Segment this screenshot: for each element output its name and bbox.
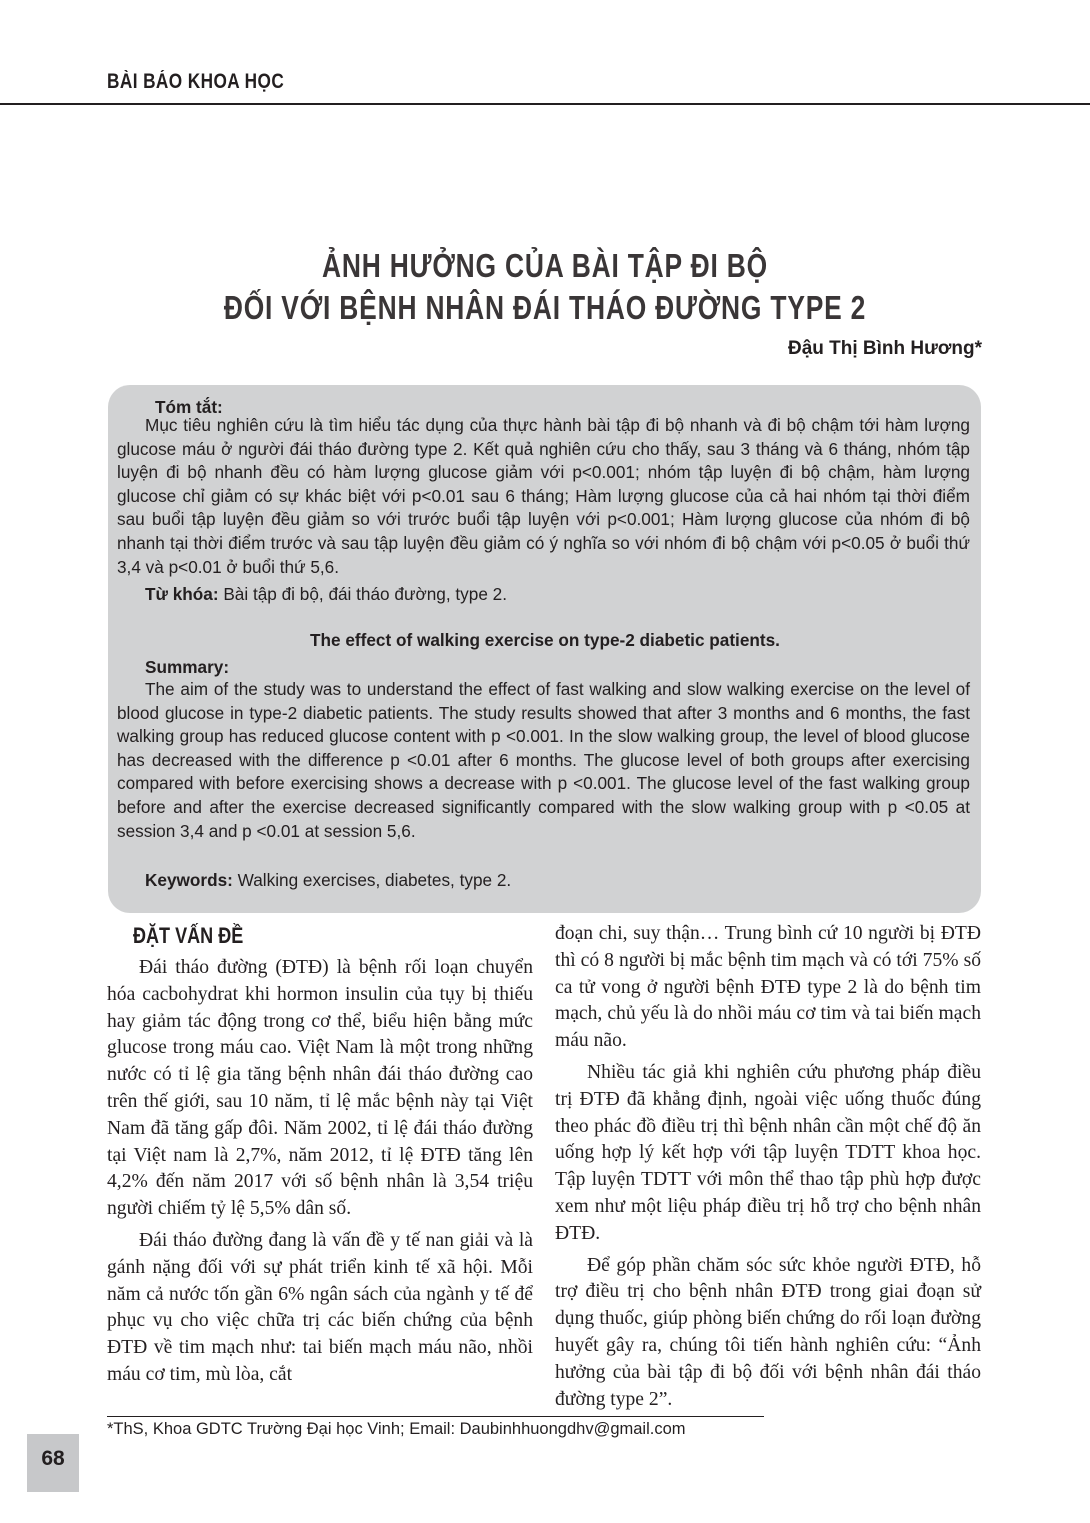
body-paragraph: Nhiều tác giả khi nghiên cứu phương pháp điều trị ĐTĐ đã khẳng định, ngoài việc uống thuốc đúng theo phác đồ điều trị thì bệnh nhân cần một chế độ ăn uống hợp lý kết hợp với tập luyện TDTT khoa học. Tập luyện TDTT với môn thể thao tập phù hợp được xem như một liệu pháp điều trị hỗ trợ cho bệnh nhân ĐTĐ. [555,1061,981,1244]
article-title-line-2: ĐỐI VỚI BỆNH NHÂN ĐÁI THÁO ĐƯỜNG TYPE 2 [223,289,867,326]
header-divider [0,103,1090,105]
body-paragraph: Đái tháo đường (ĐTĐ) là bệnh rối loạn chuyển hóa cacbohydrat khi hormon insulin của tụy bị thiếu hay giảm tác động trong cơ thể, biểu hiện bằng mức glucose trong máu cao. Việt Nam là một trong những nước có tỉ lệ gia tăng bệnh nhân đái tháo đường cao trên thế giới, sau 10 năm, tỉ lệ mắc bệnh này tại Việt Nam đã tăng gấp đôi. Năm 2002, tỉ lệ đái tháo đường tại Việt nam là 2,7%, năm 2012, tỉ lệ ĐTĐ tăng lên 4,2% đến năm 2017 với số bệnh nhân là 3,54 triệu người chiếm tỷ lệ 5,5% dân số. [107,957,533,1220]
keywords-en [145,869,511,893]
body-paragraph: Để góp phần chăm sóc sức khỏe người ĐTĐ, hỗ trợ điều trị cho bệnh nhân ĐTĐ trong giai đoạn sử dụng thuốc, giúp phòng biến chứng do rối loạn đường huyết gây ra, chúng tôi tiến hành nghiên cứu: “Ảnh hưởng của bài tập đi bộ đối với bệnh nhân đái tháo đường type 2”. [555,1254,981,1410]
body-paragraph: Đái tháo đường đang là vấn đề y tế nan giải và là gánh nặng đối với sự phát triển kinh tế xã hội. Mỗi năm cả nước tốn gần 6% ngân sách của ngành y tế để phục vụ cho việc chữa trị các biến chứng của bệnh ĐTĐ về tim mạch như: tai biến mạch máu não, nhồi máu cơ tim, mù lòa, cắt [107,1229,533,1385]
footnote: *ThS, Khoa GDTC Trường Đại học Vinh; Email: Daubinhhuongdhv@gmail.com [107,1420,686,1438]
keywords-en-text: Walking exercises, diabetes, type 2. [232,870,512,890]
keywords-en-label: Keywords: [145,870,233,890]
author-name: Đậu Thị Bình Hương* [787,338,982,359]
keywords-vi-text: Bài tập đi bộ, đái tháo đường, type 2. [218,584,507,604]
section-heading: ĐẶT VẤN ĐỀ [133,923,244,948]
body-column-right [555,921,981,1418]
body-paragraph: đoạn chi, suy thận… Trung bình cứ 10 người bị ĐTĐ thì có 8 người bị mắc bệnh tim mạch và có tới 75% số ca tử vong ở người bệnh ĐTĐ type 2 là do bệnh tim mạch, chủ yếu là do nhồi máu cơ tim và tai biến mạch máu não. [555,923,981,1052]
keywords-vi-label: Từ khóa: [145,584,219,604]
abstract-en-body: The aim of the study was to understand the effect of fast walking and slow walking exercise on the level of blood glucose in type-2 diabetic patients. The study results showed that after 3 months and 6 months, the fast walking group has reduced glucose content with p <0.001. In the slow walking group, the level of blood glucose has decreased with the difference p <0.01 after 6 months. The glucose level of both groups after exercising compared with before exercising shows a decrease with p <0.001. The glucose level of the fast walking group before and after the exercise decreased significantly compared with the slow walking group with p <0.05 at session 3,4 and p <0.01 at session 5,6. [117,679,970,841]
footnote-divider [107,1416,764,1417]
keywords-vi [145,583,507,607]
abstract-vi-heading: Tóm tắt: [155,397,223,417]
article-title-line-1: ẢNH HƯỞNG CỦA BÀI TẬP ĐI BỘ [322,247,768,284]
abstract-en-heading: Summary: [145,657,230,677]
page-number: 68 [41,1447,65,1470]
abstract-vi-body: Mục tiêu nghiên cứu là tìm hiểu tác dụng của thực hành bài tập đi bộ nhanh và đi bộ chậm tới hàm lượng glucose máu ở người đái tháo đường type 2. Kết quả nghiên cứu cho thấy, sau 3 tháng và 6 tháng, nhóm tập luyện đi bộ nhanh đều có hàm lượng glucose giảm với p<0.001; nhóm tập luyện đi bộ chậm, hàm lượng glucose chỉ giảm có sự khác biệt với p<0.01 sau 6 tháng; Hàm lượng glucose của cả hai nhóm tại thời điểm sau buổi tập luyện đều giảm so với trước buổi tập luyện với p<0.001; Hàm lượng glucose của nhóm đi bộ nhanh tại thời điểm trước và sau tập luyện đều giảm có ý nghĩa so với nhóm đi bộ chậm với p<0.05 ở buổi thứ 3,4 và p<0.01 ở buổi thứ 5,6. [117,415,970,577]
section-label: BÀI BÁO KHOA HỌC [107,70,285,93]
body-column-left [107,955,533,1394]
abstract-en-title: The effect of walking exercise on type-2 diabetic patients. [310,630,780,650]
